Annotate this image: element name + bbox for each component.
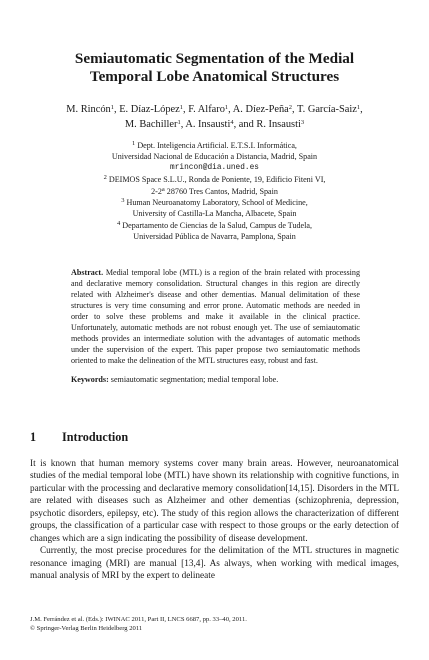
affiliation-text: 2-2: [151, 186, 162, 196]
author-line: M. Rincón$^1$, E. Díaz-López$^1$, F. Alfaro$^1$, A. Díez-Peña$^2$, T. García-Saiz$^1$,: [66, 104, 363, 115]
keywords: [71, 374, 360, 385]
abstract-label: Abstract.: [71, 268, 104, 277]
affiliation-line: Universidad Pública de Navarra, Pamplona, Spain: [133, 232, 296, 242]
affiliation-number: 4: [117, 219, 121, 227]
abstract: [71, 267, 360, 366]
title-line: Temporal Lobe Anatomical Structures: [89, 68, 340, 85]
author-affil-mark: 1: [110, 104, 114, 111]
title-line: Semiautomatic Segmentation of the Medial: [74, 50, 355, 67]
affiliation-line: [30, 220, 399, 231]
author-name: R. Insausti: [256, 118, 301, 130]
author-name: M. Rincón: [66, 104, 111, 115]
affiliation-line: University of Castilla-La Mancha, Albacete, Spain: [132, 209, 297, 219]
affiliation-line: [30, 174, 399, 185]
author-affil-mark: 1: [356, 104, 361, 111]
author-name: A. Díez-Peña: [232, 104, 289, 115]
paper-title: [30, 50, 399, 86]
footer-copyright: © Springer-Verlag Berlin Heidelberg 2011: [30, 624, 143, 632]
author-email[interactable]: mrincon@dia.uned.es: [170, 163, 259, 172]
abstract-text: Medial temporal lobe (MTL) is a region of the brain related with processing and declarative memory consolidation. Structural changes in this region are directly related with Alzheimer's disease and other dementias. Manual delimitation of these structures is very time consuming and error prone. Automatic methods are needed in order to solve these problems and make it available in the clinical practice. Unfortunately, automatic methods are not robust enough yet. The use of semiautomatic methods provides an intermediate solution with the advantages of automatic methods under the supervision of the expert. This paper propose two semiautomatic methods oriented to make the delineation of the MTL structures easy, robust and fast.: [71, 268, 360, 366]
affiliation-text: Dept. Inteligencia Artificial. E.T.S.I. Informática,: [137, 141, 297, 150]
author-line: M. Bachiller$^1$, A. Insausti$^4$, and R. Insausti$^3$: [124, 118, 305, 130]
author-affil-mark: 1: [224, 104, 229, 111]
footer: [30, 616, 399, 633]
section-number: 1: [30, 430, 37, 444]
author-list: [30, 103, 399, 132]
section-title: Introduction: [62, 430, 129, 444]
affiliation-line: Universidad Nacional de Educación a Distancia, Madrid, Spain: [111, 152, 318, 162]
affiliation-text: 28760 Tres Cantos, Madrid, Spain: [164, 186, 278, 196]
author-affil-mark: 2: [288, 104, 293, 111]
footer-citation: J.M. Ferrández et al. (Eds.): IWINAC 2011, Part II, LNCS 6687, pp. 33–40, 2011.: [30, 616, 247, 623]
affiliations: [30, 140, 399, 243]
affiliation-text: Departamento de Ciencias de la Salud, Campus de Tudela,: [122, 220, 312, 230]
author-affil-mark: 3: [300, 118, 305, 126]
author-name: T. García-Saiz: [297, 104, 357, 115]
affiliation-number: 1: [132, 140, 136, 147]
keywords-label: Keywords:: [71, 375, 109, 384]
affiliation-line: [30, 197, 399, 208]
section-heading: [30, 430, 128, 445]
affiliation-line: [30, 186, 399, 197]
keywords-text: semiautomatic segmentation; medial temporal lobe.: [110, 375, 279, 384]
paragraph: Currently, the most precise procedures for the delimitation of the MTL structures in magnetic resonance imaging (MRI) are manual [13,4]. As always, when working with medical images, manual analysis of MRI by the expert to delineate: [30, 546, 399, 582]
affiliation-number: 3: [121, 197, 125, 205]
paragraph: It is known that human memory systems cover many brain areas. However, neuroanatomical studies of the medial temporal lobe (MTL) have shown its relationship with cognitive functions, in particular with the processing and declarative memory consolidation[14,15]. Disorders in the MTL are related with diseases such as Alzheimer and other dementias (schizophrenia, depression, psychotic disorders, epilepsy, etc). The study of this region allows the characterization of different groups, the classification of a particular case with respect to those groups or the early detection of changes which are a sign indicating the possibility of disease development.: [30, 459, 399, 544]
affiliation-number: 2: [103, 174, 107, 182]
affiliation-line: [30, 140, 399, 151]
author-name: A. Insausti: [185, 118, 231, 130]
author-name: F. Alfaro: [188, 104, 225, 115]
affiliation-text: DEIMOS Space S.L.U., Ronda de Poniente, 19, Edificio Fiteni VI,: [108, 175, 326, 185]
author-affil-mark: 1: [177, 118, 181, 126]
author-name: E. Díaz-López: [119, 104, 180, 115]
affiliation-superscript: a: [161, 185, 165, 193]
affiliation-text: Human Neuroanatomy Laboratory, School of Medicine,: [126, 198, 308, 208]
author-affil-mark: 4: [230, 118, 234, 126]
author-name: M. Bachiller: [124, 118, 178, 130]
body-text: [30, 458, 399, 583]
author-affil-mark: 1: [179, 104, 184, 111]
